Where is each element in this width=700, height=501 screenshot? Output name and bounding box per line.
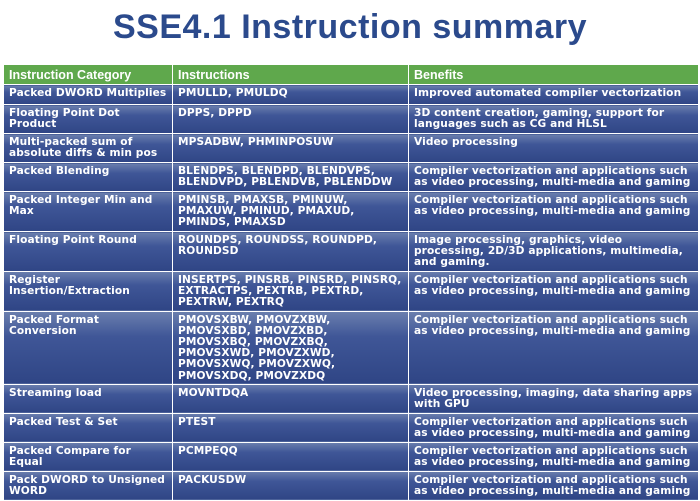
table-row xyxy=(4,471,699,500)
cell-benefits: Improved automated compiler vectorization xyxy=(409,85,699,105)
cell-benefits: Video processing, imaging, data sharing apps with GPU xyxy=(409,384,699,413)
cell-benefits: Compiler vectorization and applications such as video processing, multi-media and gaming xyxy=(409,413,699,442)
cell-benefits: Image processing, graphics, video processing, 2D/3D applications, multimedia, and gaming. xyxy=(409,232,699,272)
cell-instructions: MPSADBW, PHMINPOSUW xyxy=(173,134,409,163)
cell-instructions: INSERTPS, PINSRB, PINSRD, PINSRQ, EXTRACTPS, PEXTRB, PEXTRD, PEXTRW, PEXTRQ xyxy=(173,271,409,311)
cell-instructions: MOVNTDQA xyxy=(173,384,409,413)
table-row xyxy=(4,105,699,134)
cell-category: Packed Blending xyxy=(4,163,173,192)
table-row xyxy=(4,85,699,105)
cell-category: Packed Test & Set xyxy=(4,413,173,442)
cell-benefits: Compiler vectorization and applications such as video processing, multi-media and gaming xyxy=(409,471,699,500)
cell-benefits: Compiler vectorization and applications such as video processing, multi-media and gaming xyxy=(409,192,699,232)
cell-instructions: PMULLD, PMULDQ xyxy=(173,85,409,105)
cell-benefits: Compiler vectorization and applications such as video processing, multi-media and gaming xyxy=(409,311,699,384)
table-row xyxy=(4,134,699,163)
header-category: Instruction Category xyxy=(4,65,173,85)
cell-benefits: Video processing xyxy=(409,134,699,163)
table-row xyxy=(4,413,699,442)
cell-category: Floating Point Round xyxy=(4,232,173,272)
cell-category: Packed DWORD Multiplies xyxy=(4,85,173,105)
cell-instructions: PCMPEQQ xyxy=(173,442,409,471)
table-row xyxy=(4,232,699,272)
cell-category: Pack DWORD to Unsigned WORD xyxy=(4,471,173,500)
cell-instructions: ROUNDPS, ROUNDSS, ROUNDPD, ROUNDSD xyxy=(173,232,409,272)
table-row xyxy=(4,384,699,413)
cell-category: Packed Compare for Equal xyxy=(4,442,173,471)
cell-instructions: PACKUSDW xyxy=(173,471,409,500)
cell-benefits: Compiler vectorization and applications such as video processing, multi-media and gaming xyxy=(409,271,699,311)
cell-category: Packed Format Conversion xyxy=(4,311,173,384)
table-row xyxy=(4,192,699,232)
table-header-row xyxy=(4,65,699,85)
page-title: SSE4.1 Instruction summary xyxy=(112,8,588,46)
cell-instructions: PMINSB, PMAXSB, PMINUW, PMAXUW, PMINUD, PMAXUD, PMINDS, PMAXSD xyxy=(173,192,409,232)
table-row xyxy=(4,442,699,471)
cell-benefits: Compiler vectorization and applications such as video processing, multi-media and gaming xyxy=(409,163,699,192)
cell-instructions: PMOVSXBW, PMOVZXBW, PMOVSXBD, PMOVZXBD, PMOVSXBQ, PMOVZXBQ, PMOVSXWD, PMOVZXWD, PMOVSXWQ, PMOVZXWQ, PMOVSXDQ, PMOVZXDQ xyxy=(173,311,409,384)
cell-instructions: PTEST xyxy=(173,413,409,442)
cell-benefits: 3D content creation, gaming, support for languages such as CG and HLSL xyxy=(409,105,699,134)
instruction-summary-table xyxy=(3,64,699,501)
table-row xyxy=(4,311,699,384)
header-instructions: Instructions xyxy=(173,65,409,85)
cell-category: Streaming load xyxy=(4,384,173,413)
table-row xyxy=(4,271,699,311)
cell-benefits: Compiler vectorization and applications such as video processing, multi-media and gaming xyxy=(409,442,699,471)
cell-category: Floating Point Dot Product xyxy=(4,105,173,134)
cell-category: Multi-packed sum of absolute diffs & min pos xyxy=(4,134,173,163)
cell-instructions: DPPS, DPPD xyxy=(173,105,409,134)
cell-category: Register Insertion/Extraction xyxy=(4,271,173,311)
header-benefits: Benefits xyxy=(409,65,699,85)
cell-instructions: BLENDPS, BLENDPD, BLENDVPS, BLENDVPD, PBLENDVB, PBLENDDW xyxy=(173,163,409,192)
table-row xyxy=(4,163,699,192)
cell-category: Packed Integer Min and Max xyxy=(4,192,173,232)
